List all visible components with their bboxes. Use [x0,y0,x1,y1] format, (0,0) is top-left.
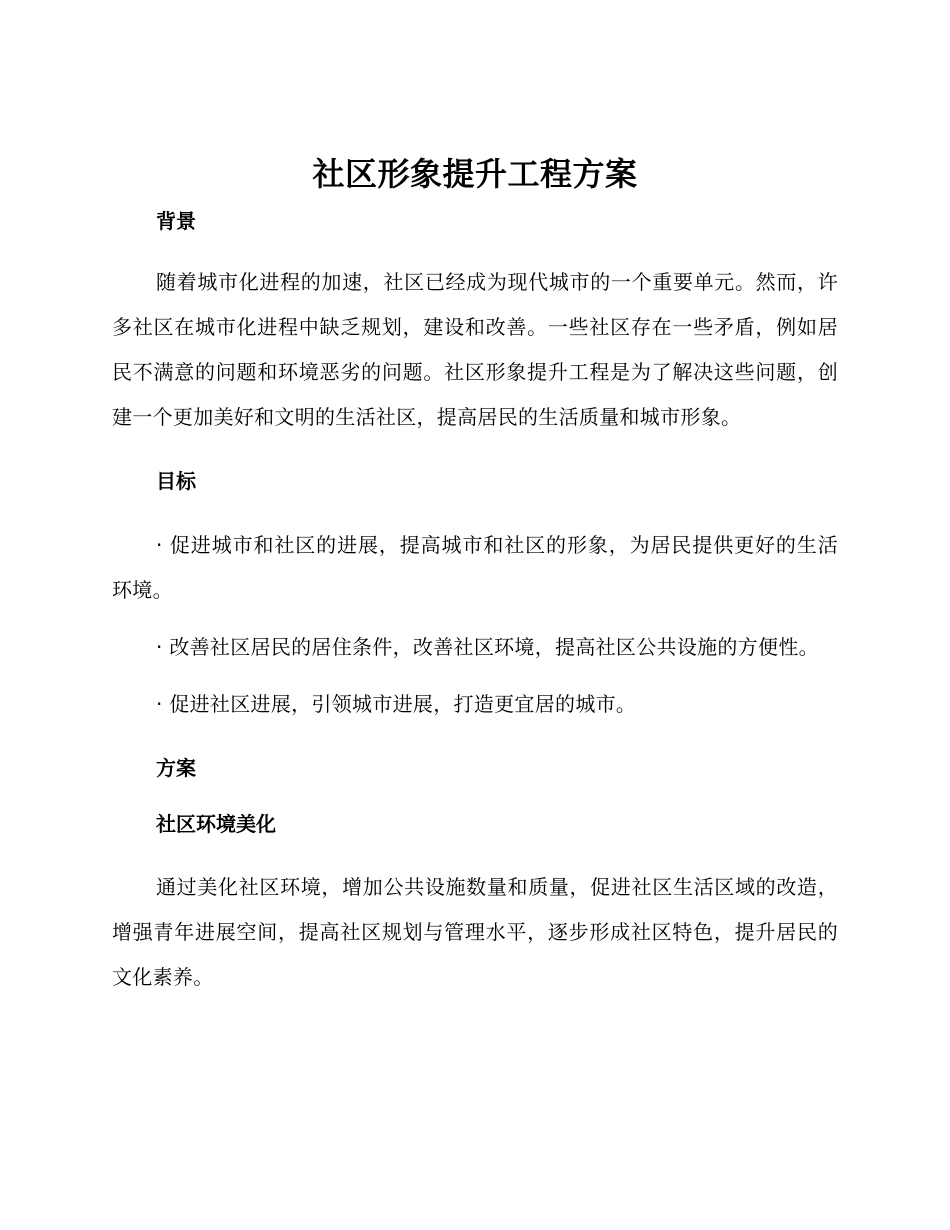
goal-item-1: · 促进城市和社区的进展，提高城市和社区的形象，为居民提供更好的生活环境。 [112,533,838,602]
section-heading-plan: 方案 [156,756,196,780]
section-heading-goals: 目标 [156,469,196,493]
goal-item-2: · 改善社区居民的居住条件，改善社区环境，提高社区公共设施的方便性。 [156,635,819,659]
section-heading-background: 背景 [156,209,196,233]
subsection-heading-environment: 社区环境美化 [156,812,276,836]
document-title: 社区形象提升工程方案 [312,155,638,193]
background-paragraph: 随着城市化进程的加速，社区已经成为现代城市的一个重要单元。然而，许多社区在城市化进程中缺乏规划，建设和改善。一些社区存在一些矛盾，例如居民不满意的问题和环境恶劣的问题。社区形象提升工程是为了解决这些问题，创建一个更加美好和文明的生活社区，提高居民的生活质量和城市形象。 [112,270,838,429]
environment-paragraph: 通过美化社区环境，增加公共设施数量和质量，促进社区生活区域的改造，增强青年进展空间，提高社区规划与管理水平，逐步形成社区特色，提升居民的文化素养。 [112,875,838,989]
goal-item-3: · 促进社区进展，引领城市进展，打造更宜居的城市。 [156,692,637,716]
